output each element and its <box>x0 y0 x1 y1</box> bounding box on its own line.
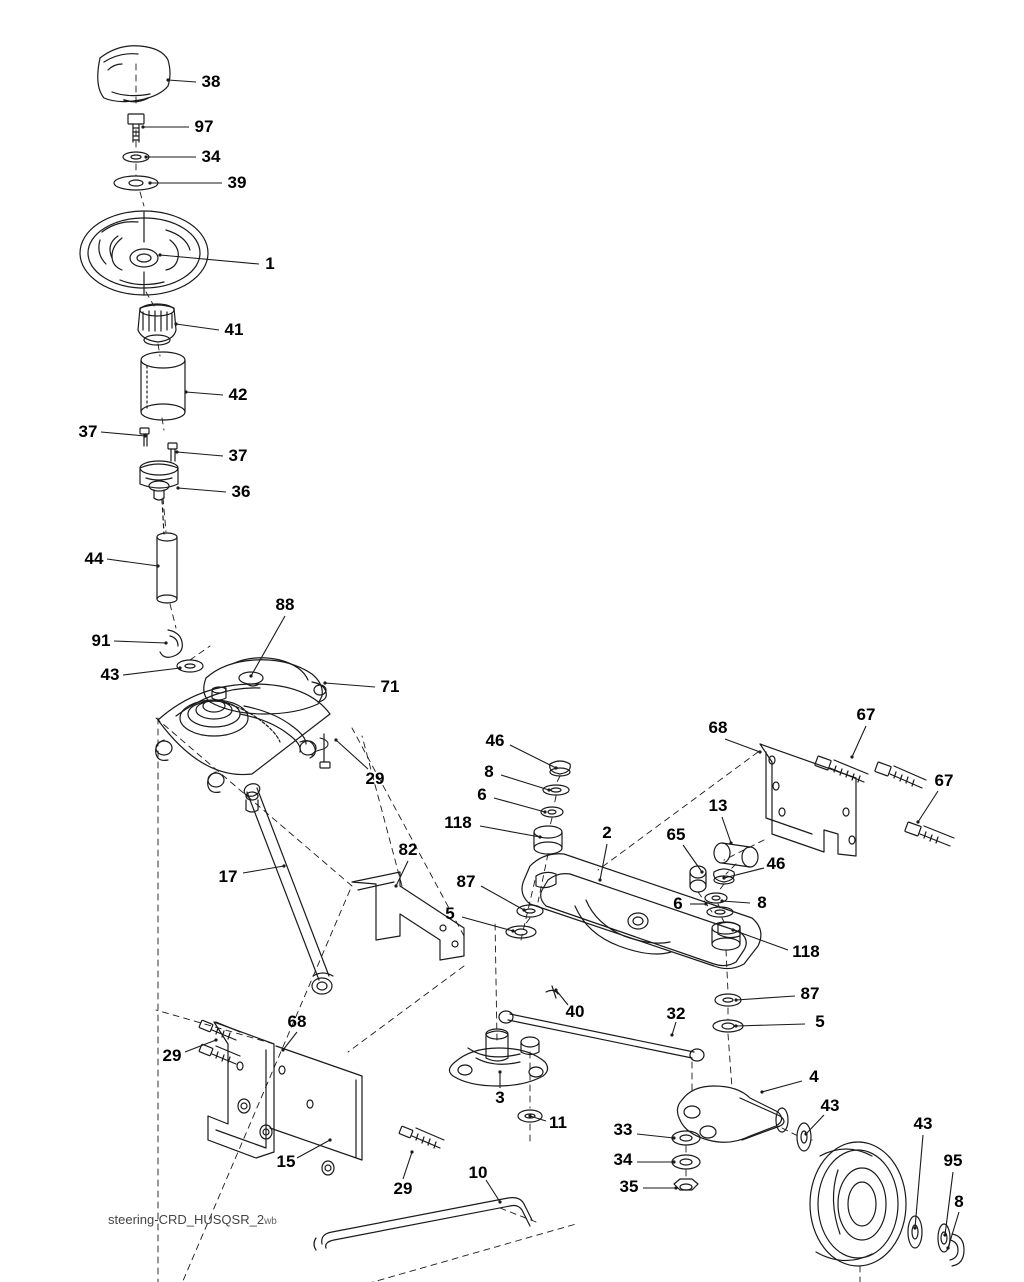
leader-dot-2 <box>598 878 601 881</box>
part-5-washer-left <box>506 926 536 938</box>
leader-8 <box>948 1212 959 1248</box>
leader-dot-5 <box>511 929 514 932</box>
leader-dot-5 <box>734 1024 737 1027</box>
part-43-washer-outer <box>908 1216 922 1248</box>
callout-2: 2 <box>602 823 612 842</box>
part-36-bushing <box>140 461 178 500</box>
callout-29: 29 <box>162 1046 182 1065</box>
leader-dot-1 <box>158 253 161 256</box>
part-44-shaft <box>157 500 177 603</box>
leader-dot-95 <box>943 1233 946 1236</box>
leader-82 <box>396 861 408 886</box>
part-29-bolt-lower <box>399 1126 444 1148</box>
leader-dot-34 <box>672 1160 675 1163</box>
part-10-rod <box>314 1198 532 1250</box>
callout-87: 87 <box>456 872 476 891</box>
callout-1: 1 <box>265 254 275 273</box>
leader-dot-8 <box>946 1246 949 1249</box>
callout-39: 39 <box>227 173 247 192</box>
callout-91: 91 <box>91 631 111 650</box>
leader-71 <box>325 683 375 687</box>
callout-42: 42 <box>228 385 248 404</box>
part-8-washer-right <box>707 907 733 917</box>
leader-41 <box>176 324 219 330</box>
callout-29: 29 <box>365 769 385 788</box>
part-43-washer-upper <box>177 660 203 672</box>
leader-67 <box>918 791 938 822</box>
part-65-bushing <box>690 866 706 892</box>
leader-43 <box>123 668 180 675</box>
leader-87 <box>481 886 524 910</box>
callout-6: 6 <box>673 894 683 913</box>
leader-dot-67 <box>916 820 919 823</box>
leader-67 <box>852 726 866 757</box>
leader-dot-6 <box>704 902 707 905</box>
leader-dot-118 <box>731 928 734 931</box>
callout-8: 8 <box>954 1192 964 1211</box>
leader-dot-32 <box>670 1033 673 1036</box>
part-71-gear-housing <box>204 658 327 714</box>
leader-6 <box>494 798 545 812</box>
callout-68: 68 <box>287 1012 307 1031</box>
callout-15: 15 <box>276 1152 296 1171</box>
leader-5 <box>462 917 513 931</box>
part-118-bushing-right <box>712 922 740 950</box>
leader-10 <box>486 1180 500 1202</box>
leader-46 <box>510 745 556 768</box>
leader-dot-34 <box>144 155 147 158</box>
leader-dot-8 <box>720 899 723 902</box>
leader-dot-29 <box>214 1038 217 1041</box>
callout-4: 4 <box>809 1067 819 1086</box>
leader-8 <box>501 775 549 790</box>
leader-dot-46 <box>554 766 557 769</box>
part-29-bolt-left-b <box>199 1044 240 1064</box>
part-42-sleeve <box>141 352 185 420</box>
callout-33: 33 <box>613 1120 633 1139</box>
leader-68 <box>283 1032 297 1050</box>
callout-29: 29 <box>393 1179 413 1198</box>
leader-dot-36 <box>176 486 179 489</box>
callout-43: 43 <box>100 665 120 684</box>
callout-88: 88 <box>275 595 295 614</box>
leader-dot-97 <box>141 125 144 128</box>
callout-8: 8 <box>757 893 767 912</box>
part-33-washer <box>672 1131 700 1145</box>
diagram-caption <box>108 1212 277 1227</box>
leader-68 <box>725 739 760 752</box>
part-1-steering-wheel <box>80 211 208 295</box>
part-68-plate-right <box>760 744 856 856</box>
leader-8 <box>722 901 750 903</box>
callout-87: 87 <box>800 984 820 1003</box>
callout-3: 3 <box>495 1088 505 1107</box>
callout-65: 65 <box>666 825 686 844</box>
leader-dot-6 <box>543 810 546 813</box>
leader-88 <box>251 616 285 676</box>
leader-dot-82 <box>394 884 397 887</box>
leader-38 <box>168 80 196 82</box>
leader-dot-29 <box>334 738 337 741</box>
callout-38: 38 <box>201 72 221 91</box>
leader-dot-43 <box>804 1132 807 1135</box>
leader-dot-4 <box>760 1090 763 1093</box>
callout-36: 36 <box>231 482 251 501</box>
leader-dot-88 <box>249 674 252 677</box>
leader-dot-29 <box>410 1150 413 1153</box>
leader-87 <box>736 996 795 1000</box>
leader-dot-38 <box>166 78 169 81</box>
callout-5: 5 <box>815 1012 825 1031</box>
part-3-steering-arm <box>449 1029 547 1086</box>
leader-dot-67 <box>850 755 853 758</box>
leader-2 <box>600 844 607 880</box>
leader-13 <box>722 817 731 843</box>
callout-8: 8 <box>484 762 494 781</box>
leader-dot-37 <box>143 434 146 437</box>
callout-118: 118 <box>792 942 820 961</box>
callout-46: 46 <box>485 731 505 750</box>
callout-97: 97 <box>194 117 214 136</box>
leader-dot-40 <box>554 988 557 991</box>
part-46-cap-left <box>550 761 571 776</box>
callout-32: 32 <box>666 1004 686 1023</box>
part-34-washer-lower <box>672 1155 700 1169</box>
part-67-bolt-middle <box>875 762 926 788</box>
callout-46: 46 <box>766 854 786 873</box>
leader-dot-39 <box>148 181 151 184</box>
callout-37: 37 <box>78 422 98 441</box>
leader-43 <box>806 1115 824 1134</box>
leader-118 <box>480 826 540 837</box>
caption-suffix: wb <box>264 1216 277 1227</box>
leader-dot-68 <box>281 1048 284 1051</box>
leader-4 <box>762 1081 802 1092</box>
part-118-bushing-left <box>534 826 562 854</box>
callout-43: 43 <box>820 1096 840 1115</box>
part-67-bolt-lower <box>905 822 954 846</box>
leader-dot-37 <box>175 450 178 453</box>
part-wheel-front <box>810 1142 906 1266</box>
leader-dot-3 <box>498 1070 501 1073</box>
leader-5 <box>736 1024 805 1026</box>
leader-dot-8 <box>547 788 550 791</box>
part-97-bolt <box>128 114 144 142</box>
callout-34: 34 <box>613 1150 633 1169</box>
leader-dot-44 <box>156 564 159 567</box>
callout-40: 40 <box>565 1002 585 1021</box>
leader-dot-118 <box>538 835 541 838</box>
leader-dot-42 <box>184 390 187 393</box>
leader-dot-68 <box>758 750 761 753</box>
part-91-clip <box>160 630 182 657</box>
callout-68: 68 <box>708 718 728 737</box>
leader-43 <box>915 1135 923 1228</box>
part-88-sector-plate <box>156 684 330 792</box>
leader-dot-43 <box>913 1226 916 1229</box>
callout-34: 34 <box>201 147 221 166</box>
leader-dot-33 <box>672 1136 675 1139</box>
part-8-retaining-ring <box>950 1234 964 1266</box>
leader-1 <box>160 255 259 264</box>
leader-dot-13 <box>729 841 732 844</box>
leader-dot-65 <box>700 870 703 873</box>
callout-71: 71 <box>380 677 400 696</box>
leader-dot-17 <box>282 864 285 867</box>
callout-43: 43 <box>913 1114 933 1133</box>
leader-33 <box>637 1134 674 1138</box>
leader-29 <box>403 1152 412 1179</box>
callout-44: 44 <box>84 549 104 568</box>
leader-29 <box>185 1040 216 1052</box>
leader-dot-91 <box>164 641 167 644</box>
leader-42 <box>186 392 223 395</box>
leader-dot-87 <box>734 998 737 1001</box>
callout-6: 6 <box>477 785 487 804</box>
callout-67: 67 <box>856 705 876 724</box>
callout-5: 5 <box>445 904 455 923</box>
leader-29 <box>336 740 368 769</box>
leader-91 <box>114 641 166 643</box>
callout-11: 11 <box>549 1113 567 1132</box>
part-35-nut <box>674 1179 698 1190</box>
leader-dot-43 <box>178 666 181 669</box>
callout-95: 95 <box>943 1151 963 1170</box>
leader-dot-71 <box>323 681 326 684</box>
part-38-cover <box>98 46 170 102</box>
callout-17: 17 <box>218 867 238 886</box>
leader-dot-46 <box>722 876 725 879</box>
leader-dot-87 <box>522 908 525 911</box>
leader-36 <box>178 488 226 492</box>
callout-37: 37 <box>228 446 248 465</box>
leader-dot-15 <box>328 1138 331 1141</box>
leader-dot-41 <box>174 322 177 325</box>
part-8-washer-left <box>543 785 569 795</box>
callout-67: 67 <box>934 771 954 790</box>
part-4-spindle <box>677 1086 788 1142</box>
callout-41: 41 <box>224 320 244 339</box>
part-67-bolt-upper <box>815 756 868 782</box>
part-41-adapter <box>138 304 176 345</box>
leader-dot-11 <box>528 1114 531 1117</box>
caption-text: steering-CRD_HUSQSR_2 <box>108 1212 265 1227</box>
callout-13: 13 <box>708 796 728 815</box>
callout-10: 10 <box>468 1163 488 1182</box>
leader-37 <box>101 432 145 436</box>
leader-44 <box>107 559 158 566</box>
leader-dot-35 <box>674 1186 677 1189</box>
leader-95 <box>945 1172 953 1235</box>
callout-35: 35 <box>619 1177 639 1196</box>
leader-dot-10 <box>498 1200 501 1203</box>
callout-118: 118 <box>444 813 472 832</box>
leader-37 <box>177 452 223 456</box>
part-43-washer-wheel <box>797 1123 811 1151</box>
callout-82: 82 <box>398 840 418 859</box>
